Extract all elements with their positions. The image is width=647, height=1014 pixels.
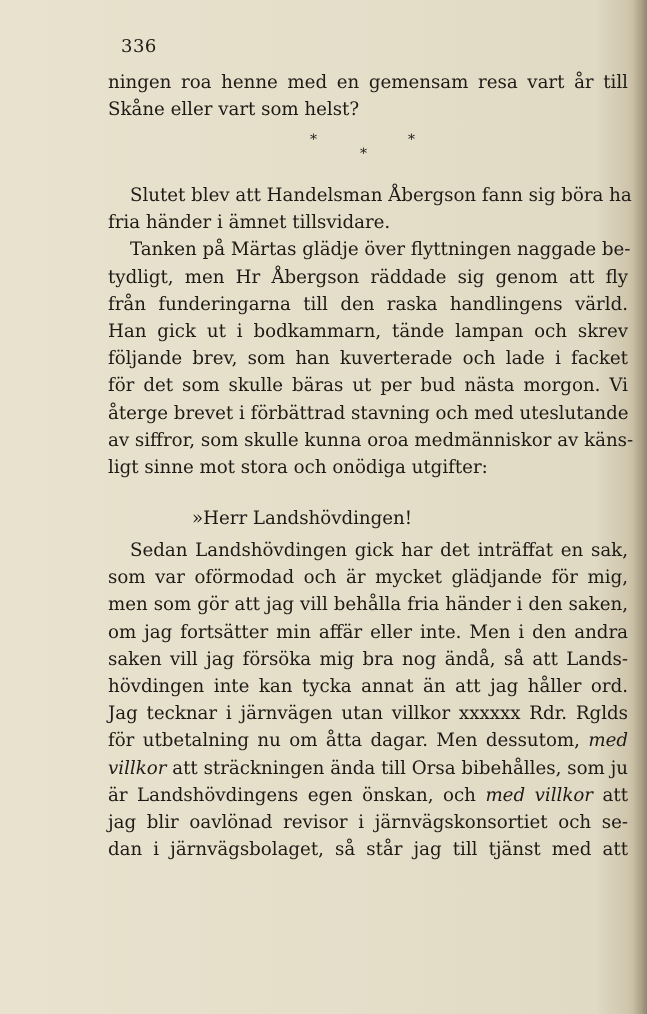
text-line: för det som skulle bäras ut per bud nästa morgon. Vi	[108, 375, 628, 397]
text-run: att	[593, 784, 629, 806]
text-line: följande brev, som han kuverterade och lade i facket	[108, 348, 628, 370]
section-separator	[300, 132, 430, 168]
text-line: ningen roa henne med en gemensam resa vart år till	[108, 72, 628, 93]
paragraph-1	[108, 69, 628, 123]
text-line: tydligt, men Hr Åbergson räddade sig genom att fly	[108, 266, 628, 288]
emphasis: med villkor	[485, 784, 594, 806]
text-run: att sträckningen ända till Orsa bibehålles, som ju	[166, 757, 628, 779]
text-line: Sedan Landshövdingen gick har det inträffat en sak,	[130, 540, 628, 561]
text-line: saken vill jag försöka mig bra nog ändå, så att Lands-	[108, 648, 628, 670]
text-line: Han gick ut i bodkammarn, tände lampan och skrev	[108, 320, 628, 342]
text-line	[108, 727, 628, 754]
text-line	[108, 755, 628, 782]
separator-star: *	[408, 132, 415, 148]
letter-salutation: »Herr Landshövdingen!	[192, 508, 413, 529]
text-line: Slutet blev att Handelsman Åbergson fann sig böra ha	[130, 185, 632, 206]
separator-star: *	[310, 132, 317, 148]
separator-star: *	[360, 146, 367, 162]
letter-body	[108, 537, 628, 863]
text-line: jag blir oavlönad revisor i järnvägskonsortiet och se-	[108, 811, 628, 833]
text-line: Jag tecknar i järnvägen utan villkor xxxxxx Rdr. Rglds	[108, 703, 628, 725]
text-line: som var oförmodad och är mycket glädjande för mig,	[108, 567, 628, 589]
text-line: från funderingarna till den raska handlingens värld.	[108, 293, 628, 315]
page-edge-shadow	[633, 0, 647, 1014]
emphasis: med	[588, 730, 628, 752]
paragraph-2	[108, 182, 634, 481]
text-line: återge brevet i förbättrad stavning och med uteslutande	[108, 402, 629, 424]
text-line: dan i järnvägsbolaget, så står jag till tjänst med att	[108, 839, 628, 861]
text-line	[108, 782, 628, 809]
text-line: av siffror, som skulle kunna oroa medmänniskor av käns-	[108, 429, 634, 451]
text-line: hövdingen inte kan tycka annat än att jag håller ord.	[108, 675, 628, 697]
text-run: är Landshövdingens egen önskan, och	[108, 784, 486, 806]
page-number: 336	[121, 36, 157, 57]
text-run: för utbetalning nu om åtta dagar. Men dessutom,	[108, 730, 580, 752]
emphasis: villkor	[108, 757, 167, 779]
text-line: ligt sinne mot stora och onödiga utgifter:	[108, 456, 488, 478]
text-line: fria händer i ämnet tillsvidare.	[108, 212, 391, 234]
text-line: om jag fortsätter min affär eller inte. Men i den andra	[108, 621, 628, 643]
text-line: Tanken på Märtas glädje över flyttningen naggade be-	[130, 239, 631, 261]
text-line: men som gör att jag vill behålla fria händer i den saken,	[108, 594, 628, 616]
letter-salutation-block	[108, 505, 628, 532]
text-line: Skåne eller vart som helst?	[108, 99, 360, 121]
